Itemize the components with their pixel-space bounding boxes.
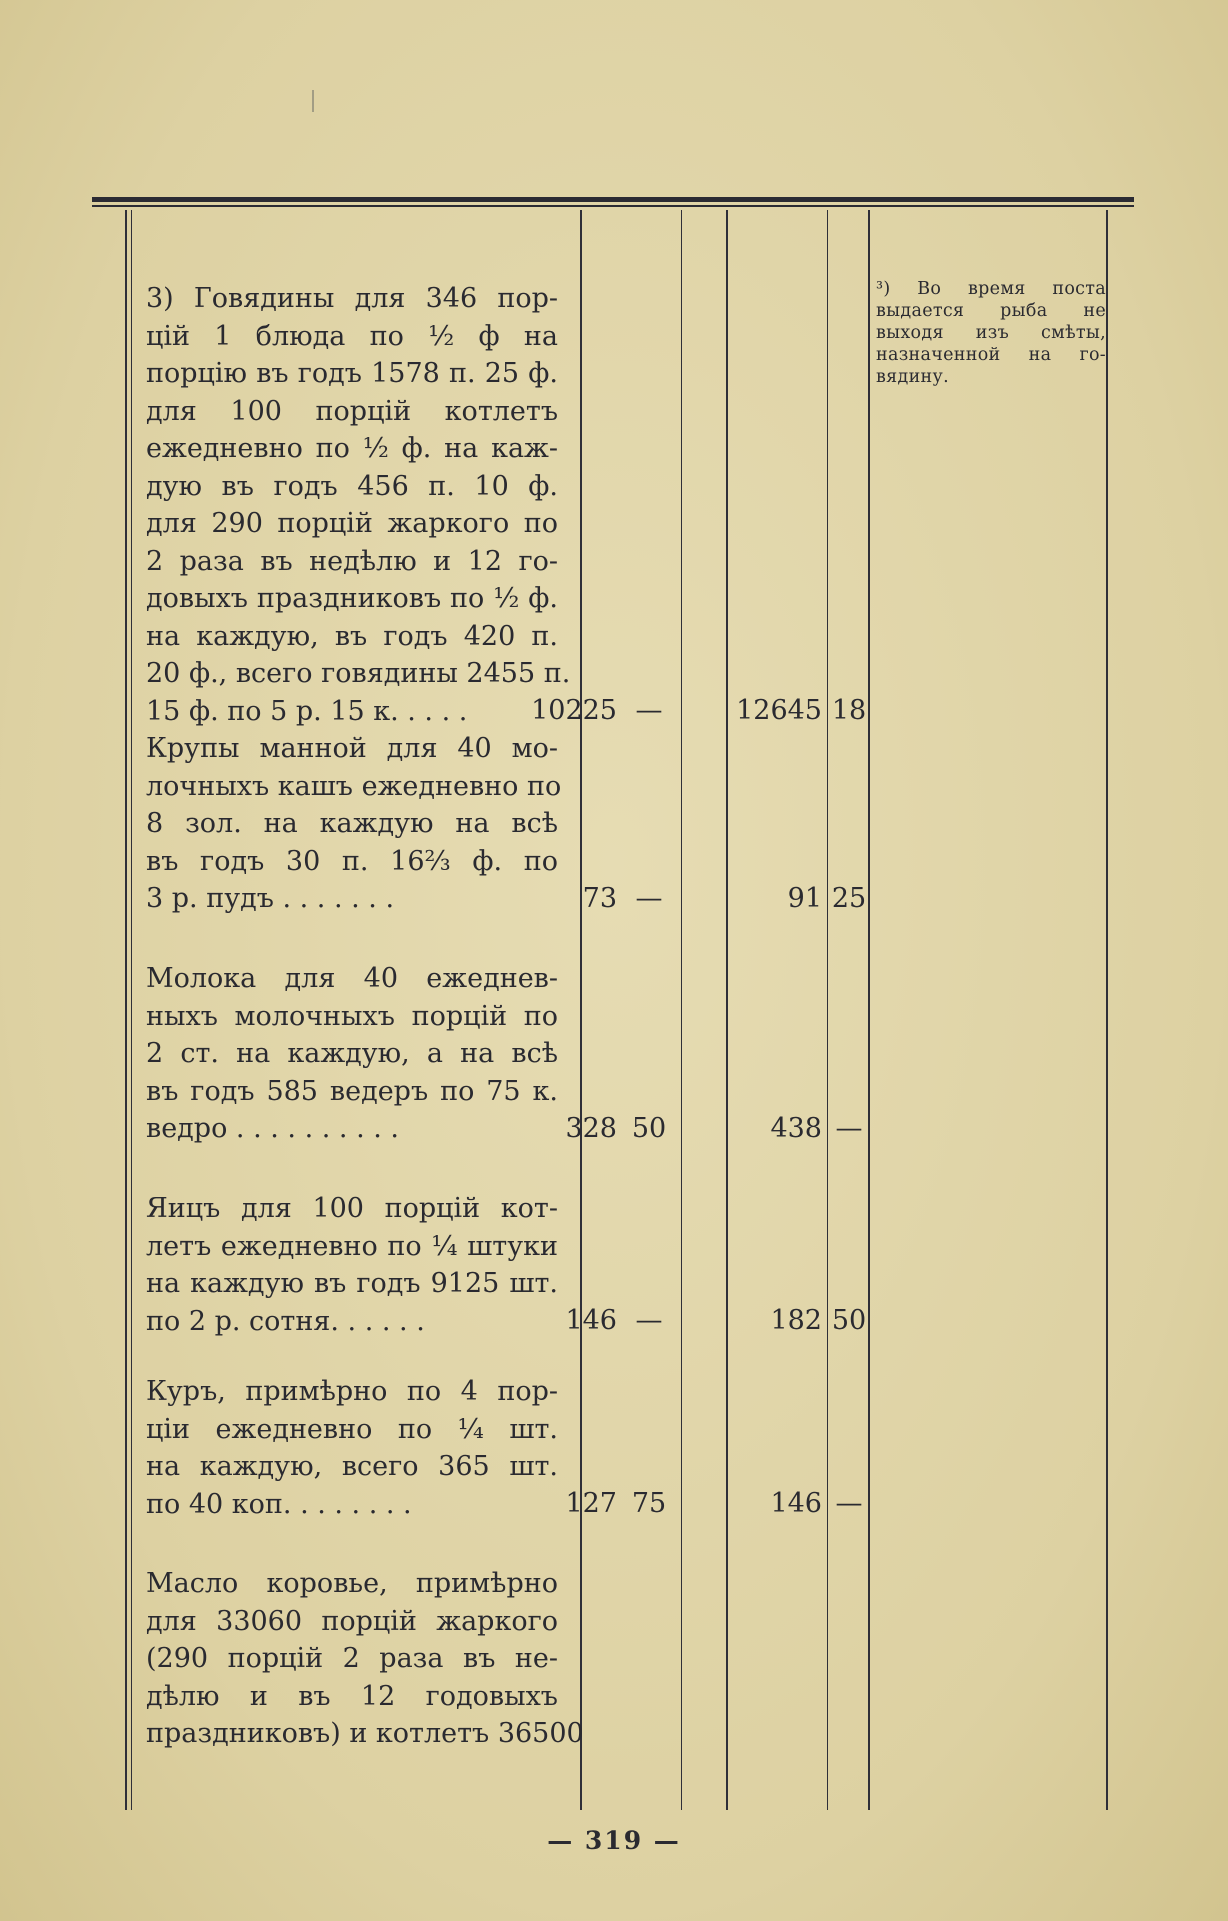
entry-line: на каждую, всего 365 шт. — [146, 1451, 558, 1482]
ledger-entry — [146, 1565, 881, 1753]
entry-line: ціи ежедневно по ¼ шт. — [146, 1413, 558, 1445]
scan-mark — [312, 90, 314, 112]
entry-line: (290 порцій 2 раза въ не- — [146, 1643, 558, 1674]
amount-rubles-2: 182 — [770, 1305, 822, 1336]
entry-line: праздниковъ) и котлетъ 36500 — [146, 1718, 584, 1749]
entry-line: дую въ годъ 456 п. 10 ф. — [146, 470, 558, 502]
entry-amounts — [146, 880, 881, 918]
entry-amounts — [146, 1485, 881, 1523]
amount-rubles-1: 146 — [565, 1305, 617, 1336]
amount-kopecks-2: 25 — [831, 883, 867, 914]
footnote-line: ³) Во время поста — [876, 279, 1106, 299]
amount-kopecks-1: — — [635, 883, 663, 914]
entry-line: для 290 порцій жаркого по — [146, 508, 558, 539]
entry-line: въ годъ 585 ведеръ по 75 к. — [146, 1075, 558, 1107]
entry-line: 3) Говядины для 346 пор- — [146, 283, 558, 314]
entry-line: 3 р. пудъ . . . . . . . — [146, 883, 395, 914]
footnote-margin — [876, 278, 1106, 388]
amount-kopecks-2: 18 — [831, 695, 867, 726]
amount-rubles-2: 91 — [787, 883, 822, 914]
amount-kopecks-1: — — [635, 695, 663, 726]
entry-line: дѣлю и въ 12 годовыхъ — [146, 1680, 558, 1712]
amount-kopecks-2: 50 — [831, 1305, 867, 1336]
entry-description — [146, 280, 571, 730]
amount-kopecks-1: — — [635, 1305, 663, 1336]
column-rule-left-inner — [131, 210, 132, 1810]
entry-line: по 40 коп. . . . . . . . — [146, 1488, 412, 1520]
amount-kopecks-1: 50 — [631, 1113, 667, 1144]
entry-line: Куръ, примѣрно по 4 пор- — [146, 1376, 558, 1407]
ledger-entries — [146, 280, 881, 1753]
footnote-line: выходя изъ смѣты, — [876, 323, 1106, 343]
footnote-line: выдается рыба не — [876, 301, 1106, 321]
entry-line: летъ ежедневно по ¼ штуки — [146, 1230, 558, 1262]
entry-line: на каждую, въ годъ 420 п. — [146, 620, 558, 652]
entry-line: Масло коровье, примѣрно — [146, 1568, 558, 1599]
amount-rubles-1: 127 — [565, 1488, 617, 1519]
entry-amounts — [146, 1302, 881, 1340]
entry-line: порцію въ годъ 1578 п. 25 ф. — [146, 358, 558, 389]
amount-rubles-2: 12645 — [736, 695, 822, 726]
footnote-line: назначенной на го- — [876, 345, 1106, 365]
amount-kopecks-2: — — [835, 1488, 863, 1519]
amount-rubles-1: 10225 — [531, 695, 617, 726]
entry-line: 8 зол. на каждую на всѣ — [146, 808, 558, 839]
entry-line: 20 ф., всего говядины 2455 п. — [146, 658, 571, 689]
ledger-entry — [146, 280, 881, 730]
ledger-entry — [146, 730, 881, 918]
entry-description — [146, 1565, 584, 1753]
column-rule-right — [1106, 210, 1108, 1810]
entry-line: ныхъ молочныхъ порцій по — [146, 1000, 558, 1032]
entry-line: по 2 р. сотня. . . . . . — [146, 1305, 425, 1337]
page-number: — 319 — — [547, 1826, 681, 1855]
entry-line: лочныхъ кашъ ежедневно по — [146, 770, 562, 802]
entry-line: на каждую въ годъ 9125 шт. — [146, 1268, 558, 1299]
entry-line: 2 ст. на каждую, а на всѣ — [146, 1038, 558, 1069]
amount-rubles-2: 146 — [770, 1488, 822, 1519]
footnote-line: вядину. — [876, 367, 949, 387]
column-rule-left — [125, 210, 127, 1810]
amount-kopecks-2: — — [835, 1113, 863, 1144]
header-rule-thick — [92, 197, 1134, 202]
ledger-entry — [146, 960, 881, 1148]
entry-line: 2 раза въ недѣлю и 12 го- — [146, 545, 558, 577]
entry-line: Яицъ для 100 порцій кот- — [146, 1193, 558, 1224]
entry-line: Молока для 40 ежеднев- — [146, 963, 558, 994]
entry-line: ведро . . . . . . . . . . — [146, 1113, 399, 1144]
amount-rubles-2: 438 — [770, 1113, 822, 1144]
entry-amounts — [146, 692, 881, 730]
entry-line: довыхъ праздниковъ по ½ ф. — [146, 583, 558, 614]
amount-rubles-1: 328 — [565, 1113, 617, 1144]
header-rule-thin — [92, 205, 1134, 207]
entry-line: для 100 порцій котлетъ — [146, 395, 558, 427]
amount-rubles-1: 73 — [582, 883, 617, 914]
entry-line: въ годъ 30 п. 16⅔ ф. по — [146, 845, 558, 877]
entry-line: ежедневно по ½ ф. на каж- — [146, 433, 558, 464]
entry-line: Крупы манной для 40 мо- — [146, 733, 558, 764]
entry-line: для 33060 порцій жаркого — [146, 1605, 558, 1637]
amount-kopecks-1: 75 — [631, 1488, 667, 1519]
ledger-entry — [146, 1190, 881, 1340]
entry-line: 15 ф. по 5 р. 15 к. . . . . — [146, 695, 468, 727]
entry-amounts — [146, 1110, 881, 1148]
entry-line: цій 1 блюда по ½ ф на — [146, 320, 558, 352]
ledger-entry — [146, 1373, 881, 1523]
